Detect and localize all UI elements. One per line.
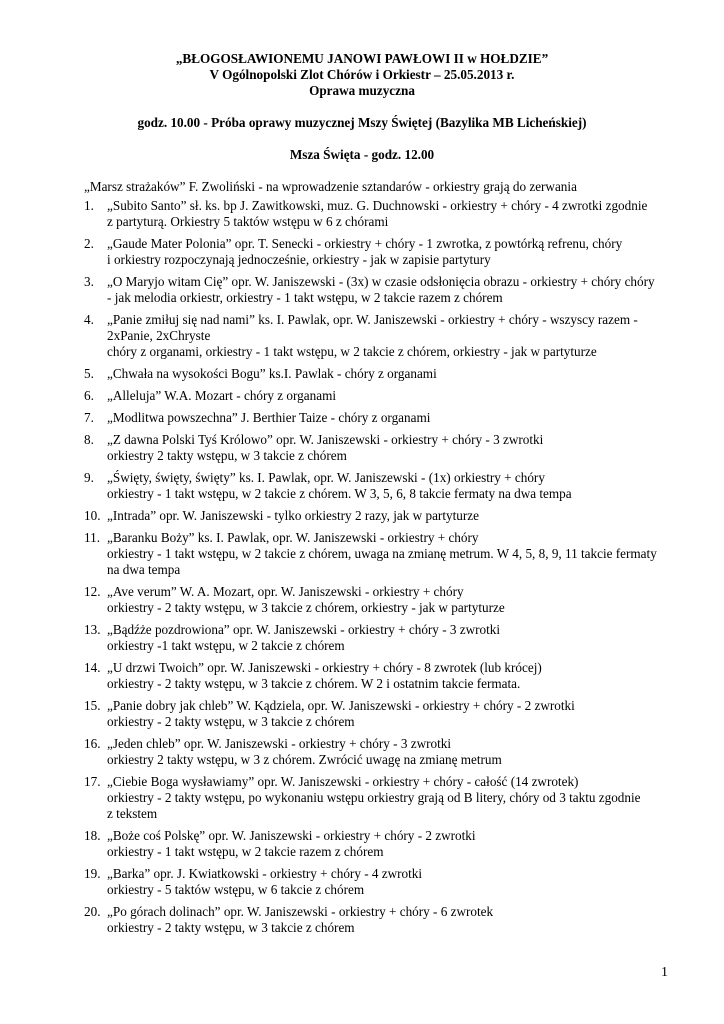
list-item-line: „Alleluja” W.A. Mozart - chóry z organami bbox=[107, 388, 336, 403]
mass-heading: Msza Święta - godz. 12.00 bbox=[289, 147, 435, 162]
list-item-number: 14. bbox=[84, 660, 101, 675]
list-item-number: 16. bbox=[84, 736, 101, 751]
list-item-number: 11. bbox=[84, 530, 100, 545]
list-item-number: 8. bbox=[84, 432, 94, 447]
list-item-number: 3. bbox=[84, 274, 94, 289]
list-item-line: orkiestry - 2 takty wstępu, w 3 takcie z chórem, orkiestry - jak w partyturze bbox=[107, 600, 505, 615]
list-item-line: chóry z organami, orkiestry - 1 takt wstępu, w 2 takcie z chórem, orkiestry - jak w partyturze bbox=[107, 344, 597, 359]
list-item-number: 4. bbox=[84, 312, 94, 327]
list-item-number: 5. bbox=[84, 366, 94, 381]
intro-line: „Marsz strażaków” F. Zwoliński - na wprowadzenie sztandarów - orkiestry grają do zerwania bbox=[84, 179, 577, 194]
list-item-line: z tekstem bbox=[107, 806, 158, 821]
list-item-line: „Ave verum” W. A. Mozart, opr. W. Janiszewski - orkiestry + chóry bbox=[107, 584, 464, 599]
list-item-number: 18. bbox=[84, 828, 101, 843]
list-item-number: 10. bbox=[84, 508, 101, 523]
list-item-line: z partyturą. Orkiestry 5 taktów wstępu w 6 z chórami bbox=[107, 214, 389, 229]
list-item-line: i orkiestry rozpoczynają jednocześnie, orkiestry - jak w zapisie partytury bbox=[107, 252, 491, 267]
list-item-number: 2. bbox=[84, 236, 94, 251]
list-item-line: „Subito Santo” sł. ks. bp J. Zawitkowski, muz. G. Duchnowski - orkiestry + chóry - 4 zwrotki zgodnie bbox=[107, 198, 648, 213]
list-item-number: 13. bbox=[84, 622, 101, 637]
list-item-line: „U drzwi Twoich” opr. W. Janiszewski - orkiestry + chóry - 8 zwrotek (lub krócej) bbox=[107, 660, 542, 675]
list-item-line: - jak melodia orkiestr, orkiestry - 1 takt wstępu, w 2 takcie razem z chórem bbox=[107, 290, 503, 305]
list-item-line: „Panie zmiłuj się nad nami” ks. I. Pawlak, opr. W. Janiszewski - orkiestry + chóry - wszyscy razem - bbox=[107, 312, 638, 327]
list-item-line: orkiestry - 5 taktów wstępu, w 6 takcie z chórem bbox=[107, 882, 365, 897]
list-item-line: orkiestry - 2 takty wstępu, w 3 takcie z chórem bbox=[107, 714, 355, 729]
header-section: Oprawa muzyczna bbox=[309, 83, 415, 98]
list-item-line: „Baranku Boży” ks. I. Pawlak, opr. W. Janiszewski - orkiestry + chóry bbox=[107, 530, 479, 545]
list-item-line: na dwa tempa bbox=[107, 562, 181, 577]
list-item-line: „Barka” opr. J. Kwiatkowski - orkiestry + chóry - 4 zwrotki bbox=[107, 866, 423, 881]
list-item-line: orkiestry - 1 takt wstępu, w 2 takcie razem z chórem bbox=[107, 844, 384, 859]
list-item-line: orkiestry - 2 takty wstępu, po wykonaniu wstępu orkiestry grają od B litery, chóry od 3 taktu zgodnie bbox=[107, 790, 641, 805]
rehearsal-heading: godz. 10.00 - Próba oprawy muzycznej Mszy Świętej (Bazylika MB Licheńskiej) bbox=[137, 115, 587, 130]
list-item-line: „Gaude Mater Polonia” opr. T. Senecki - orkiestry + chóry - 1 zwrotka, z powtórką refrenu, chóry bbox=[107, 236, 623, 251]
list-item-line: „Z dawna Polski Tyś Królowo” opr. W. Janiszewski - orkiestry + chóry - 3 zwrotki bbox=[107, 432, 544, 447]
list-item-line: „Jeden chleb” opr. W. Janiszewski - orkiestry + chóry - 3 zwrotki bbox=[107, 736, 451, 751]
list-item-line: „Intrada” opr. W. Janiszewski - tylko orkiestry 2 razy, jak w partyturze bbox=[107, 508, 479, 523]
list-item-line: „Panie dobry jak chleb” W. Kądziela, opr. W. Janiszewski - orkiestry + chóry - 2 zwrotki bbox=[107, 698, 575, 713]
list-item-line: „Święty, święty, święty” ks. I. Pawlak, opr. W. Janiszewski - (1x) orkiestry + chóry bbox=[107, 470, 545, 485]
list-item-line: „Modlitwa powszechna” J. Berthier Taize - chóry z organami bbox=[107, 410, 431, 425]
list-item-number: 6. bbox=[84, 388, 94, 403]
list-item-number: 19. bbox=[84, 866, 101, 881]
list-item-line: „Bądźże pozdrowiona” opr. W. Janiszewski - orkiestry + chóry - 3 zwrotki bbox=[107, 622, 501, 637]
list-item-line: orkiestry 2 takty wstępu, w 3 takcie z chórem bbox=[107, 448, 347, 463]
list-item-number: 1. bbox=[84, 198, 94, 213]
list-item-line: „Boże coś Polskę” opr. W. Janiszewski - orkiestry + chóry - 2 zwrotki bbox=[107, 828, 476, 843]
list-item-line: „O Maryjo witam Cię” opr. W. Janiszewski - (3x) w czasie odsłonięcia obrazu - orkiestry + chóry chóry bbox=[107, 274, 655, 289]
list-item-line: orkiestry - 1 takt wstępu, w 2 takcie z chórem. W 3, 5, 6, 8 takcie fermaty na dwa tempa bbox=[107, 486, 572, 501]
list-item-number: 12. bbox=[84, 584, 101, 599]
list-item-number: 7. bbox=[84, 410, 94, 425]
list-item-number: 9. bbox=[84, 470, 94, 485]
list-item-line: orkiestry - 2 takty wstępu, w 3 takcie z chórem bbox=[107, 920, 355, 935]
list-item-line: „Chwała na wysokości Bogu” ks.I. Pawlak - chóry z organami bbox=[107, 366, 437, 381]
list-item-number: 15. bbox=[84, 698, 101, 713]
list-item-number: 17. bbox=[84, 774, 101, 789]
header-title: „BŁOGOSŁAWIONEMU JANOWI PAWŁOWI II w HOŁDZIE” bbox=[175, 51, 549, 66]
list-item-line: orkiestry - 1 takt wstępu, w 2 takcie z chórem, uwaga na zmianę metrum. W 4, 5, 8, 9, 11 takcie fermaty bbox=[107, 546, 657, 561]
list-item-line: orkiestry - 2 takty wstępu, w 3 takcie z chórem. W 2 i ostatnim takcie fermata. bbox=[107, 676, 521, 691]
list-item-line: „Ciebie Boga wysławiamy” opr. W. Janiszewski - orkiestry + chóry - całość (14 zwrotek) bbox=[107, 774, 579, 789]
list-item-line: „Po górach dolinach” opr. W. Janiszewski - orkiestry + chóry - 6 zwrotek bbox=[107, 904, 494, 919]
list-item-line: orkiestry 2 takty wstępu, w 3 z chórem. Zwrócić uwagę na zmianę metrum bbox=[107, 752, 502, 767]
list-item-number: 20. bbox=[84, 904, 101, 919]
header-subtitle: V Ogólnopolski Zlot Chórów i Orkiestr – 25.05.2013 r. bbox=[209, 67, 515, 82]
list-item-line: orkiestry -1 takt wstępu, w 2 takcie z chórem bbox=[107, 638, 345, 653]
page-number: 1 bbox=[661, 965, 668, 980]
list-item-line: 2xPanie, 2xChryste bbox=[107, 328, 211, 343]
